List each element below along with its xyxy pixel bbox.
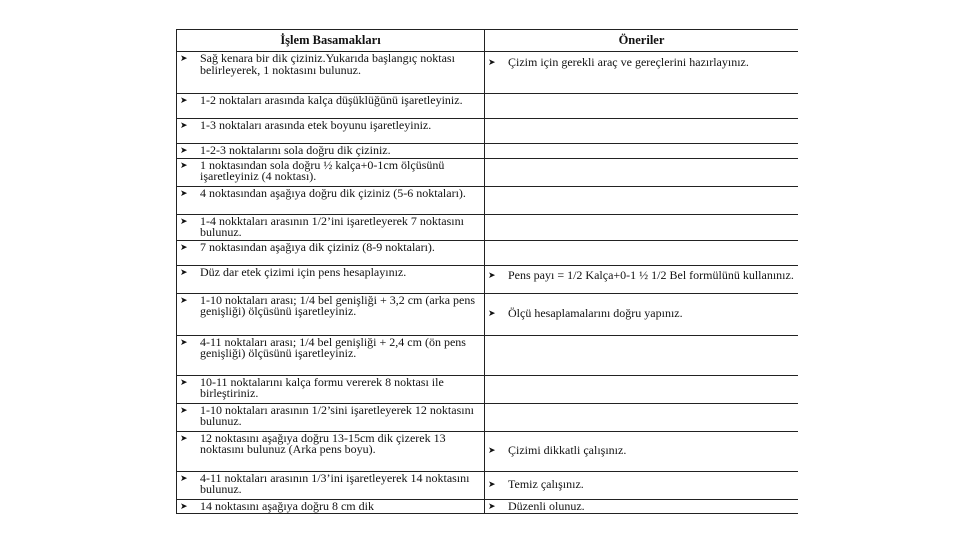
arrow-bullet-icon: ➤ xyxy=(180,432,188,443)
suggestion-cell xyxy=(485,403,799,431)
arrow-bullet-icon: ➤ xyxy=(488,479,496,490)
step-cell xyxy=(177,186,485,214)
suggestion-text: Ölçü hesaplamalarını doğru yapınız. xyxy=(508,306,683,321)
step-cell xyxy=(177,431,485,471)
step-text: 4 noktasından aşağıya doğru dik çiziniz (5-6 noktaları). xyxy=(200,185,466,200)
table-row xyxy=(177,293,799,335)
table-body xyxy=(177,52,799,514)
arrow-bullet-icon: ➤ xyxy=(180,187,188,198)
step-text: Sağ kenara bir dik çiziniz.Yukarıda başlangıç noktası belirleyerek, 1 noktasını bulunuz. xyxy=(200,51,455,77)
table-row xyxy=(177,240,799,265)
suggestion-cell xyxy=(485,431,799,471)
table-row xyxy=(177,52,799,94)
step-text: 1 noktasından sola doğru ½ kalça+0-1cm ölçüsünü işaretleyiniz (4 noktası). xyxy=(200,157,445,183)
table-row xyxy=(177,375,799,403)
table-row xyxy=(177,214,799,240)
suggestion-cell xyxy=(485,375,799,403)
table-row xyxy=(177,499,799,514)
arrow-bullet-icon: ➤ xyxy=(488,445,496,456)
suggestion-cell xyxy=(485,265,799,293)
suggestion-text: Çizim için gerekli araç ve gereçlerini hazırlayınız. xyxy=(508,55,749,69)
step-text: 14 noktasını aşağıya doğru 8 cm dik xyxy=(200,498,374,513)
arrow-bullet-icon: ➤ xyxy=(180,215,188,226)
table-row xyxy=(177,94,799,119)
step-text: 1-2-3 noktalarını sola doğru dik çiziniz. xyxy=(200,143,391,157)
suggestion-text: Temiz çalışınız. xyxy=(508,477,584,492)
step-text: 1-10 noktaları arasının 1/2’sini işaretleyerek 12 noktasını bulunuz. xyxy=(200,402,474,428)
table-row xyxy=(177,265,799,293)
step-text: 1-4 nokktaları arasının 1/2’ini işaretleyerek 7 noktasını bulunuz. xyxy=(200,213,464,239)
arrow-bullet-icon: ➤ xyxy=(488,57,496,67)
procedure-table xyxy=(176,29,798,514)
suggestion-text: Düzenli olunuz. xyxy=(508,498,585,513)
step-cell xyxy=(177,375,485,403)
step-text: 7 noktasından aşağıya dik çiziniz (8-9 noktaları). xyxy=(200,239,435,254)
step-text: 10-11 noktalarını kalça formu vererek 8 noktası ile birleştiriniz. xyxy=(200,374,444,400)
arrow-bullet-icon: ➤ xyxy=(488,500,496,511)
arrow-bullet-icon: ➤ xyxy=(180,159,188,170)
arrow-bullet-icon: ➤ xyxy=(180,145,188,155)
step-text: Düz dar etek çizimi için pens hesaplayınız. xyxy=(200,264,407,279)
arrow-bullet-icon: ➤ xyxy=(180,241,188,252)
step-cell xyxy=(177,265,485,293)
step-cell xyxy=(177,144,485,159)
step-cell xyxy=(177,293,485,335)
step-text: 4-11 noktaları arasının 1/3’ini işaretleyerek 14 noktasını bulunuz. xyxy=(200,470,470,496)
arrow-bullet-icon: ➤ xyxy=(180,294,188,305)
table-row xyxy=(177,431,799,471)
document-frame xyxy=(176,29,798,517)
table-row xyxy=(177,335,799,375)
table-row xyxy=(177,471,799,499)
step-text: 1-3 noktaları arasında etek boyunu işaretleyiniz. xyxy=(200,118,432,132)
step-cell xyxy=(177,403,485,431)
arrow-bullet-icon: ➤ xyxy=(488,269,496,280)
header-suggestions: Öneriler xyxy=(485,30,799,52)
table-row xyxy=(177,158,799,186)
arrow-bullet-icon: ➤ xyxy=(488,308,496,319)
step-cell xyxy=(177,471,485,499)
suggestion-cell xyxy=(485,471,799,499)
arrow-bullet-icon: ➤ xyxy=(180,336,188,347)
arrow-bullet-icon: ➤ xyxy=(180,53,188,63)
suggestion-cell xyxy=(485,186,799,214)
header-steps: İşlem Basamakları xyxy=(177,30,485,52)
arrow-bullet-icon: ➤ xyxy=(180,95,188,105)
suggestion-cell xyxy=(485,335,799,375)
table-row xyxy=(177,144,799,159)
table-row xyxy=(177,119,799,144)
step-cell xyxy=(177,335,485,375)
suggestion-cell xyxy=(485,158,799,186)
arrow-bullet-icon: ➤ xyxy=(180,376,188,387)
step-cell xyxy=(177,52,485,94)
step-cell xyxy=(177,94,485,119)
suggestion-cell xyxy=(485,52,799,94)
arrow-bullet-icon: ➤ xyxy=(180,120,188,130)
suggestion-cell xyxy=(485,144,799,159)
suggestion-cell xyxy=(485,293,799,335)
suggestion-cell xyxy=(485,119,799,144)
arrow-bullet-icon: ➤ xyxy=(180,472,188,483)
arrow-bullet-icon: ➤ xyxy=(180,404,188,415)
step-text: 1-2 noktaları arasında kalça düşüklüğünü işaretleyiniz. xyxy=(200,93,463,107)
step-cell xyxy=(177,158,485,186)
arrow-bullet-icon: ➤ xyxy=(180,500,188,511)
table-row xyxy=(177,403,799,431)
suggestion-text: Çizimi dikkatli çalışınız. xyxy=(508,443,627,458)
step-text: 1-10 noktaları arası; 1/4 bel genişliği + 3,2 cm (arka pens genişliği) ölçüsünü işaretleyiniz. xyxy=(200,292,476,318)
step-cell xyxy=(177,119,485,144)
suggestion-cell xyxy=(485,94,799,119)
suggestion-cell xyxy=(485,499,799,514)
table-header-row xyxy=(177,30,799,52)
suggestion-cell xyxy=(485,214,799,240)
suggestion-text: Pens payı = 1/2 Kalça+0-1 ½ 1/2 Bel formülünü kullanınız. xyxy=(508,267,794,282)
step-cell xyxy=(177,499,485,514)
step-text: 4-11 noktaları arası; 1/4 bel genişliği + 2,4 cm (ön pens genişliği) ölçüsünü işaretleyiniz. xyxy=(200,334,466,360)
suggestion-cell xyxy=(485,240,799,265)
table-row xyxy=(177,186,799,214)
arrow-bullet-icon: ➤ xyxy=(180,266,188,277)
step-cell xyxy=(177,240,485,265)
step-text: 12 noktasını aşağıya doğru 13-15cm dik çizerek 13 noktasını bulunuz (Arka pens boyu). xyxy=(200,430,446,456)
step-cell xyxy=(177,214,485,240)
